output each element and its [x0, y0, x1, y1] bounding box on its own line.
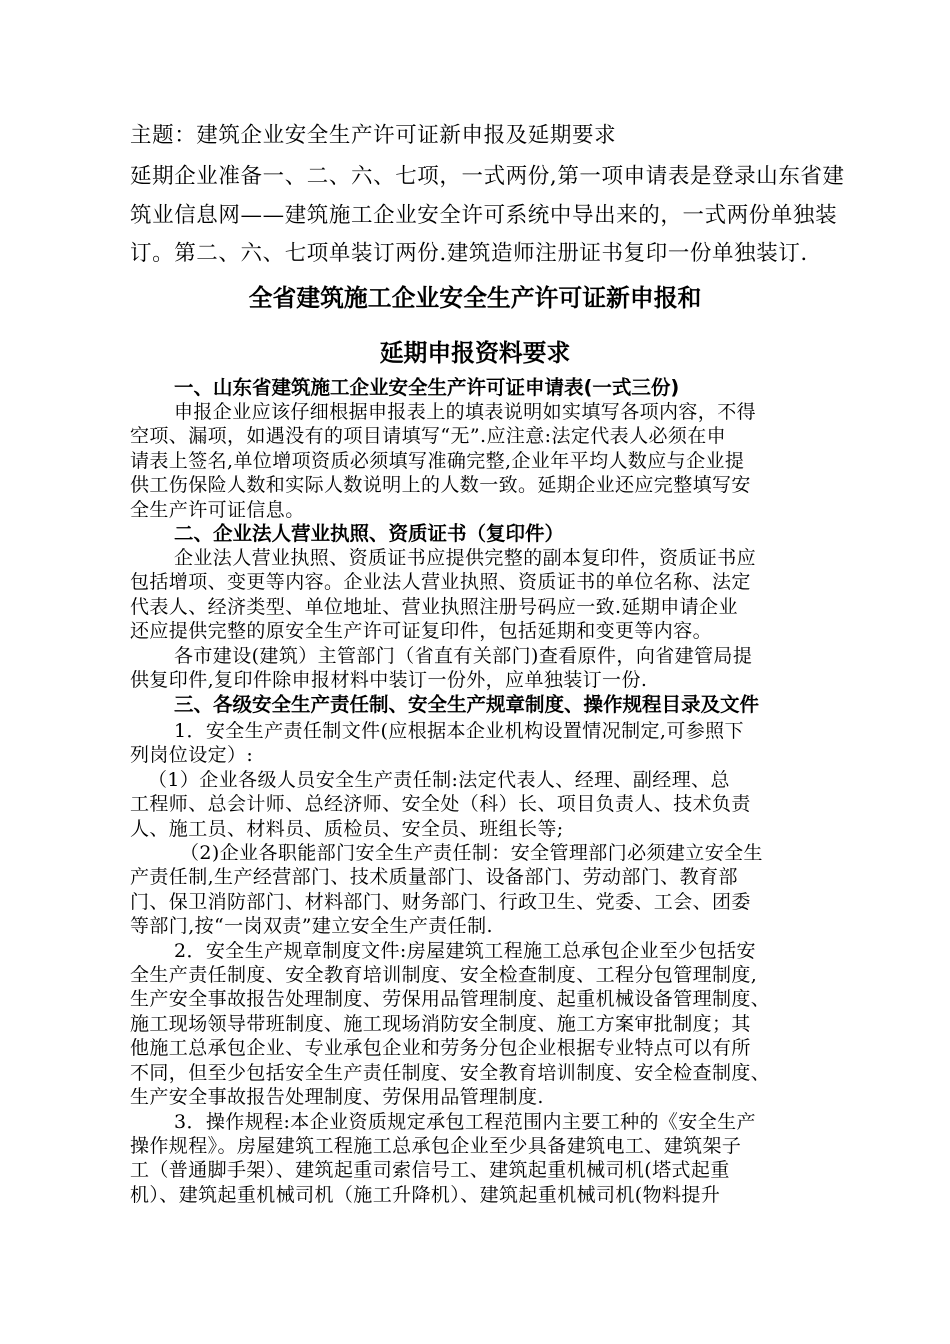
intro-line: 筑业信息网——建筑施工企业安全许可系统中导出来的，一式两份单独装 [130, 203, 838, 228]
paragraph-line: 生产安全事故报告处理制度、劳保用品管理制度. [130, 1086, 544, 1109]
paragraph-line: 他施工总承包企业、专业承包企业和劳务分包企业根据专业特点可以有所 [130, 1037, 751, 1060]
intro-line: 订。第二、六、七项单装订两份.建筑造师注册证书复印一份单独装订. [130, 241, 808, 266]
paragraph-line: 全生产责任制度、安全教育培训制度、安全检查制度、工程分包管理制度, [130, 964, 758, 987]
paragraph-line: 等部门,按“一岗双责”建立安全生产责任制. [130, 915, 493, 938]
paragraph-line: 企业法人营业执照、资质证书应提供完整的副本复印件，资质证书应 [174, 547, 757, 569]
paragraph-line: （1）企业各级人员安全生产责任制:法定代表人、经理、副经理、总 [148, 768, 730, 791]
paragraph-line: （2)企业各职能部门安全生产责任制：安全管理部门必须建立安全生 [180, 842, 763, 865]
document-title: 全省建筑施工企业安全生产许可证新申报和 [248, 284, 702, 312]
section-heading: 一、山东省建筑施工企业安全生产许可证申请表(一式三份) [174, 376, 680, 399]
paragraph-line: 供复印件,复印件除申报材料中装订一份外，应单独装订一份. [130, 669, 648, 692]
paragraph-line: 各市建设(建筑）主管部门（省直有关部门)查看原件，向省建管局提 [174, 644, 753, 667]
paragraph-line: 请表上签名,单位增项资质必须填写准确完整,企业年平均人数应与企业提 [130, 449, 745, 472]
section-body [130, 546, 850, 692]
section-heading: 三、各级安全生产责任制、安全生产规章制度、操作规程目录及文件 [174, 693, 760, 716]
section-body [130, 400, 850, 522]
paragraph-line: 申报企业应该仔细根据申报表上的填表说明如实填写各项内容，不得 [174, 401, 757, 423]
paragraph-line: 施工现场领导带班制度、施工现场消防安全制度、施工方案审批制度；其 [130, 1012, 751, 1035]
paragraph-line: 包括增项、变更等内容。企业法人营业执照、资质证书的单位名称、法定 [130, 571, 751, 594]
paragraph-line: 供工伤保险人数和实际人数说明上的人数一致。延期企业还应完整填写安 [130, 474, 751, 497]
paragraph-line: 空项、漏项，如遇没有的项目请填写“无”.应注意:法定代表人必须在申 [130, 425, 727, 448]
document-subtitle: 延期申报资料要求 [379, 339, 571, 367]
paragraph-line: 机）、建筑起重机械司机（施工升降机）、建筑起重机械司机(物料提升 [130, 1183, 721, 1206]
intro-line: 延期企业准备一、二、六、七项，一式两份,第一项申请表是登录山东省建 [130, 164, 845, 189]
paragraph-line: 代表人、经济类型、单位地址、营业执照注册号码应一致.延期申请企业 [130, 595, 738, 618]
paragraph-line: 产责任制,生产经营部门、技术质量部门、设备部门、劳动部门、教育部 [130, 866, 738, 889]
paragraph-line: 列岗位设定）: [130, 744, 254, 767]
paragraph-line: 全生产许可证信息。 [130, 498, 305, 521]
paragraph-line: 人、施工员、材料员、质检员、安全员、班组长等; [130, 817, 564, 840]
paragraph-line: 工（普通脚手架）、建筑起重司索信号工、建筑起重机械司机(塔式起重 [130, 1159, 730, 1182]
section-body [130, 719, 850, 1207]
section-heading: 二、企业法人营业执照、资质证书（复印件） [174, 522, 565, 545]
paragraph-line: 还应提供完整的原安全生产许可证复印件，包括延期和变更等内容。 [130, 620, 713, 643]
paragraph-line: 门、保卫消防部门、材料部门、财务部门、行政卫生、党委、工会、团委 [130, 890, 751, 913]
paragraph-line: 操作规程》。房屋建筑工程施工总承包企业至少具备建筑电工、建筑架子 [130, 1134, 742, 1157]
paragraph-line: 3．操作规程:本企业资质规定承包工程范围内主要工种的《安全生产 [174, 1110, 756, 1133]
subject-line: 主题：建筑企业安全生产许可证新申报及延期要求 [130, 123, 617, 148]
paragraph-line: 2．安全生产规章制度文件:房屋建筑工程施工总承包企业至少包括安 [174, 939, 756, 962]
paragraph-line: 不同，但至少包括安全生产责任制度、安全教育培训制度、安全检查制度、 [130, 1061, 771, 1084]
paragraph-line: 生产安全事故报告处理制度、劳保用品管理制度、起重机械设备管理制度、 [130, 988, 771, 1011]
paragraph-line: 工程师、总会计师、总经济师、安全处（科）长、项目负责人、技术负责 [130, 793, 751, 816]
paragraph-line: 1．安全生产责任制文件(应根据本企业机构设置情况制定,可参照下 [174, 720, 744, 742]
